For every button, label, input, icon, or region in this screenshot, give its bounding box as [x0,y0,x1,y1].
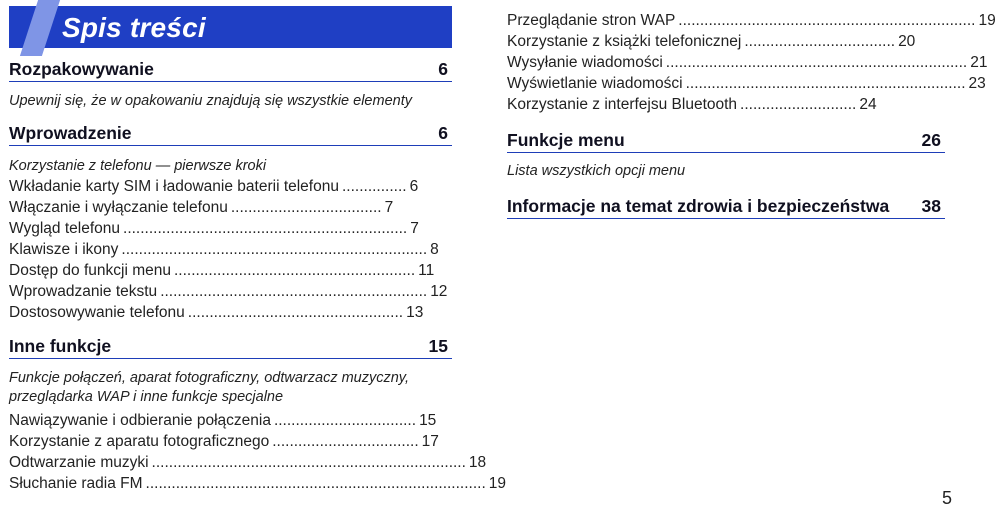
toc-entry-label: Wyświetlanie wiadomości [507,75,683,92]
toc-entry-label: Przeglądanie stron WAP [507,12,676,29]
section-heading-funkcje-menu[interactable] [507,128,945,153]
toc-entry-label: Wkładanie karty SIM i ładowanie baterii telefonu [9,178,339,195]
dot-leader: .................................................................. [123,220,408,237]
toc-entry-label: Korzystanie z interfejsu Bluetooth [507,96,738,113]
section-title: Rozpakowywanie [9,59,154,79]
section-heading-zdrowie[interactable] [507,194,945,219]
toc-entry-page: 15 [419,412,437,429]
toc-entry-page: 7 [384,199,394,216]
toc-entry[interactable] [9,198,452,218]
section-title: Wprowadzenie [9,123,132,143]
dot-leader: ............................................................................... [145,475,486,492]
toc-entry[interactable] [507,95,945,115]
dot-leader: ...................................................................... [665,54,968,71]
toc-entry-label: Nawiązywanie i odbieranie połączenia [9,412,271,429]
section-title: Informacje na temat zdrowia i bezpieczeństwa [507,196,890,216]
toc-entry-label: Wygląd telefonu [9,220,121,237]
section-description: Korzystanie z telefonu — pierwsze kroki [9,158,267,174]
section-description-line2: przeglądarka WAP i inne funkcje specjalne [9,389,284,405]
dot-leader: ............... [341,178,407,195]
section-description: Upewnij się, że w opakowaniu znajdują się wszystkie elementy [9,93,412,109]
toc-entry-label: Dostosowywanie telefonu [9,304,185,321]
toc-entry-label: Korzystanie z aparatu fotograficznego [9,433,270,450]
toc-entry-page: 19 [978,12,996,29]
dot-leader: ..................................................................... [678,12,976,29]
dot-leader: ................................... [230,199,382,216]
toc-entry[interactable] [9,432,452,452]
toc-entry-page: 19 [488,475,507,492]
dot-leader: .................................................. [187,304,404,321]
toc-entry[interactable] [507,11,996,31]
dot-leader: ................................. [273,412,417,429]
section-description-line1: Funkcje połączeń, aparat fotograficzny, odtwarzacz muzyczny, [9,370,410,386]
dot-leader: ....................................................................... [121,241,428,258]
section-page: 6 [438,123,448,143]
toc-entry[interactable] [9,219,452,239]
toc-entry-page: 18 [468,454,487,471]
toc-entry[interactable] [507,53,988,73]
section-title: Inne funkcje [9,336,112,356]
toc-entry[interactable] [9,474,507,494]
toc-entry[interactable] [507,74,986,94]
dot-leader: ........................... [740,96,857,113]
section-page: 38 [921,196,941,216]
section-heading-wprowadzenie[interactable] [9,121,452,146]
toc-entry[interactable] [507,32,945,52]
dot-leader: ......................................................................... [151,454,466,471]
section-description: Lista wszystkich opcji menu [507,163,686,179]
toc-entry[interactable] [9,261,452,281]
toc-entry-page: 21 [970,54,988,71]
section-heading-rozpakowywanie[interactable] [9,57,452,82]
toc-entry-page: 13 [406,304,424,321]
toc-entry-label: Korzystanie z książki telefonicznej [507,33,742,50]
toc-entry[interactable] [9,177,452,197]
toc-entry-page: 11 [418,262,435,279]
toc-entry[interactable] [9,453,487,473]
toc-entry-label: Odtwarzanie muzyki [9,454,149,471]
page-title: Spis treści [62,12,206,43]
title-accent-stripe [20,0,60,56]
toc-entry-page: 12 [430,283,448,300]
toc-entry-page: 23 [968,75,986,92]
toc-entry[interactable] [9,240,452,260]
toc-entry[interactable] [9,282,452,302]
contents-title-bar [9,6,452,48]
toc-entry-page: 7 [410,220,419,237]
dot-leader: .................................. [272,433,419,450]
section-title: Funkcje menu [507,130,625,150]
toc-entry-label: Słuchanie radia FM [9,475,143,492]
section-page: 15 [428,336,448,356]
dot-leader: ................................... [744,33,896,50]
section-page: 26 [921,130,941,150]
toc-entry-label: Dostęp do funkcji menu [9,262,171,279]
page-number: 5 [941,488,952,508]
toc-entry-page: 8 [430,241,439,258]
dot-leader: ................................................................. [685,75,966,92]
dot-leader: .............................................................. [160,283,428,300]
toc-entry-label: Wysyłanie wiadomości [507,54,663,71]
section-heading-inne-funkcje[interactable] [9,334,452,359]
toc-entry[interactable] [9,411,452,431]
toc-entry-label: Wprowadzanie tekstu [9,283,158,300]
toc-entry[interactable] [9,303,452,323]
section-page: 6 [438,59,448,79]
toc-entry-page: 24 [859,96,877,113]
toc-entry-label: Włączanie i wyłączanie telefonu [9,199,228,216]
toc-entry-label: Klawisze i ikony [9,241,119,258]
dot-leader: ........................................................ [173,262,416,279]
toc-entry-page: 17 [421,433,439,450]
toc-entry-page: 6 [409,178,419,195]
toc-entry-page: 20 [898,33,916,50]
